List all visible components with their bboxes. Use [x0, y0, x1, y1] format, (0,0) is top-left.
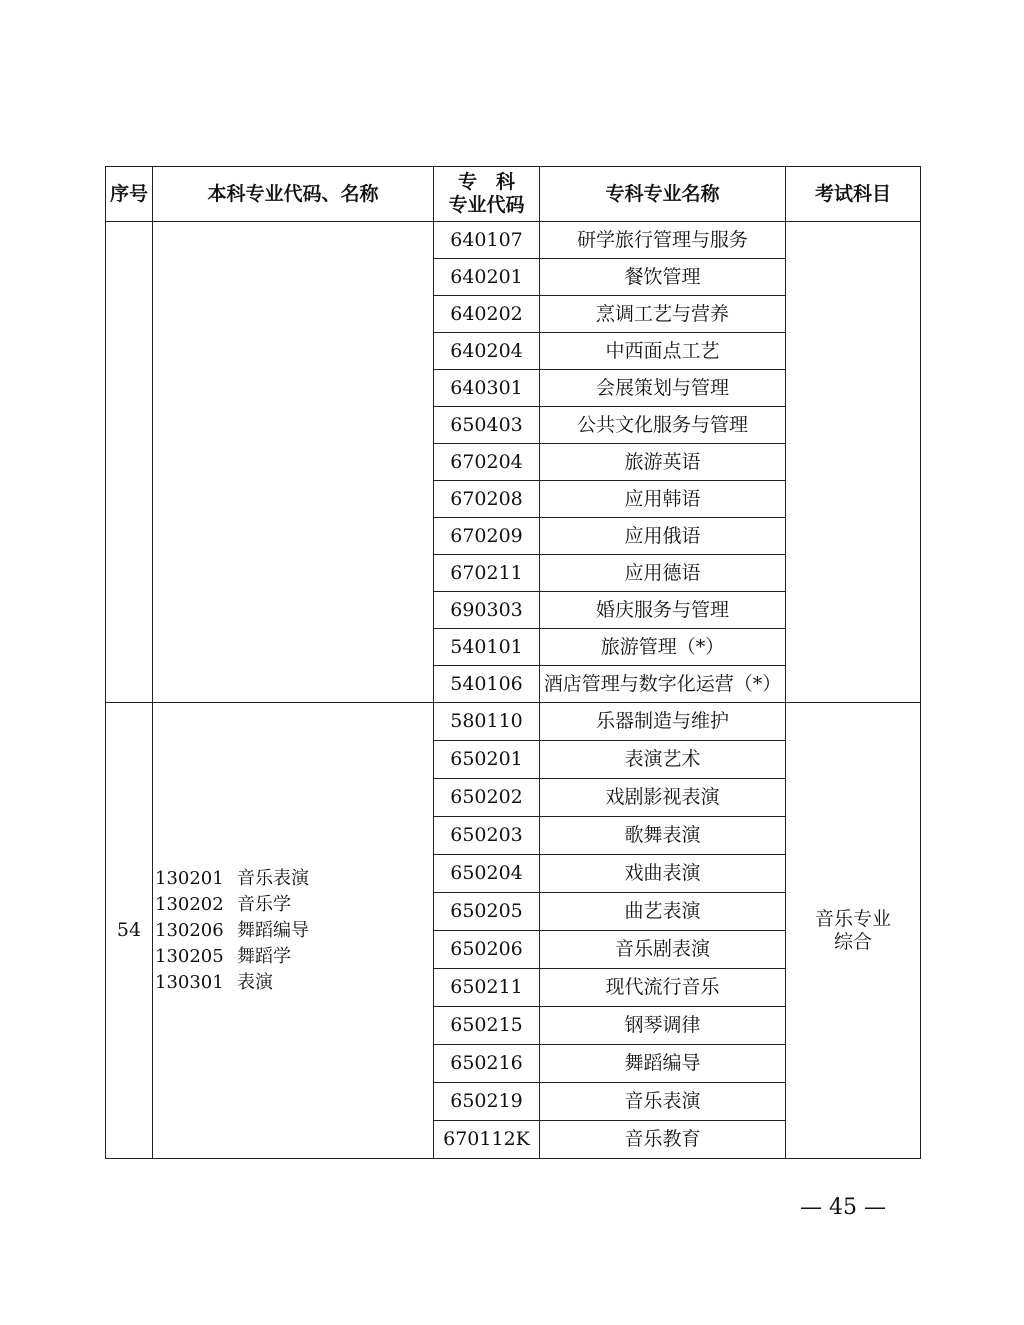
- zk-name-cell: 烹调工艺与营养: [540, 296, 786, 333]
- group-seq: [106, 222, 153, 703]
- header-zk-name: 专科专业名称: [540, 167, 786, 222]
- zk-code-cell: 540101: [434, 629, 540, 666]
- table-row: [106, 222, 921, 259]
- group-exam-subject: [786, 222, 921, 703]
- zk-name-cell: 中西面点工艺: [540, 333, 786, 370]
- zk-name-cell: 钢琴调律: [540, 1007, 786, 1045]
- bk-major-item: [155, 918, 433, 944]
- zk-name-cell: 婚庆服务与管理: [540, 592, 786, 629]
- zk-name-cell: 曲艺表演: [540, 893, 786, 931]
- zk-name-cell: 音乐教育: [540, 1121, 786, 1159]
- table-body: [106, 222, 921, 1159]
- table-row: [106, 703, 921, 741]
- bk-major-item: [155, 892, 433, 918]
- bk-major-item: [155, 866, 433, 892]
- zk-name-cell: 乐器制造与维护: [540, 703, 786, 741]
- zk-code-cell: 650204: [434, 855, 540, 893]
- zk-name-cell: 餐饮管理: [540, 259, 786, 296]
- zk-name-cell: 应用韩语: [540, 481, 786, 518]
- table-header-row: [106, 167, 921, 222]
- zk-code-cell: 690303: [434, 592, 540, 629]
- zk-code-cell: 670211: [434, 555, 540, 592]
- bk-major-code: 130206: [155, 919, 224, 941]
- bk-major-code: 130201: [155, 867, 224, 889]
- zk-name-cell: 戏曲表演: [540, 855, 786, 893]
- zk-name-cell: 歌舞表演: [540, 817, 786, 855]
- zk-code-cell: 650201: [434, 741, 540, 779]
- zk-name-cell: 会展策划与管理: [540, 370, 786, 407]
- zk-name-cell: 现代流行音乐: [540, 969, 786, 1007]
- page-number: — 45 —: [800, 1195, 886, 1220]
- zk-name-cell: 旅游管理（*）: [540, 629, 786, 666]
- header-zk-code: [434, 167, 540, 222]
- zk-name-cell: 酒店管理与数字化运营（*）: [540, 666, 786, 703]
- header-bk: 本科专业代码、名称: [153, 167, 434, 222]
- group-bk-majors: [153, 222, 434, 703]
- zk-code-cell: 670112K: [434, 1121, 540, 1159]
- zk-name-cell: 旅游英语: [540, 444, 786, 481]
- zk-code-cell: 640301: [434, 370, 540, 407]
- group-exam-subject: [786, 703, 921, 1159]
- zk-name-cell: 戏剧影视表演: [540, 779, 786, 817]
- zk-code-cell: 650206: [434, 931, 540, 969]
- bk-major-item: [155, 970, 433, 996]
- bk-major-name: 音乐学: [237, 893, 291, 915]
- zk-code-cell: 670209: [434, 518, 540, 555]
- zk-code-cell: 540106: [434, 666, 540, 703]
- exam-line1: 音乐专业: [814, 907, 891, 930]
- zk-code-cell: 650202: [434, 779, 540, 817]
- bk-major-code: 130301: [155, 971, 224, 993]
- zk-name-cell: 音乐表演: [540, 1083, 786, 1121]
- zk-code-cell: 580110: [434, 703, 540, 741]
- zk-code-cell: 650216: [434, 1045, 540, 1083]
- zk-code-cell: 650215: [434, 1007, 540, 1045]
- header-zk-code-line2: 专业代码: [448, 194, 525, 216]
- bk-major-name: 表演: [237, 971, 273, 993]
- group-bk-majors: [153, 703, 434, 1159]
- zk-name-cell: 公共文化服务与管理: [540, 407, 786, 444]
- zk-name-cell: 应用德语: [540, 555, 786, 592]
- group-seq: 54: [106, 703, 153, 1159]
- zk-name-cell: 舞蹈编导: [540, 1045, 786, 1083]
- zk-name-cell: 研学旅行管理与服务: [540, 222, 786, 259]
- zk-code-cell: 650403: [434, 407, 540, 444]
- zk-code-cell: 640204: [434, 333, 540, 370]
- zk-name-cell: 表演艺术: [540, 741, 786, 779]
- zk-code-cell: 670208: [434, 481, 540, 518]
- zk-code-cell: 670204: [434, 444, 540, 481]
- header-exam: 考试科目: [786, 167, 921, 222]
- bk-major-name: 舞蹈编导: [237, 919, 309, 941]
- zk-code-cell: 650203: [434, 817, 540, 855]
- zk-name-cell: 音乐剧表演: [540, 931, 786, 969]
- majors-table: [105, 166, 921, 1159]
- exam-line2: 综合: [833, 930, 872, 953]
- zk-name-cell: 应用俄语: [540, 518, 786, 555]
- zk-code-cell: 640202: [434, 296, 540, 333]
- zk-code-cell: 640107: [434, 222, 540, 259]
- header-seq: 序号: [106, 167, 153, 222]
- zk-code-cell: 640201: [434, 259, 540, 296]
- zk-code-cell: 650219: [434, 1083, 540, 1121]
- bk-major-name: 音乐表演: [237, 867, 309, 889]
- bk-major-name: 舞蹈学: [237, 945, 291, 967]
- zk-code-cell: 650211: [434, 969, 540, 1007]
- header-zk-code-line1: 专 科: [457, 171, 515, 194]
- zk-code-cell: 650205: [434, 893, 540, 931]
- bk-major-code: 130205: [155, 945, 224, 967]
- bk-major-item: [155, 944, 433, 970]
- bk-major-code: 130202: [155, 893, 224, 915]
